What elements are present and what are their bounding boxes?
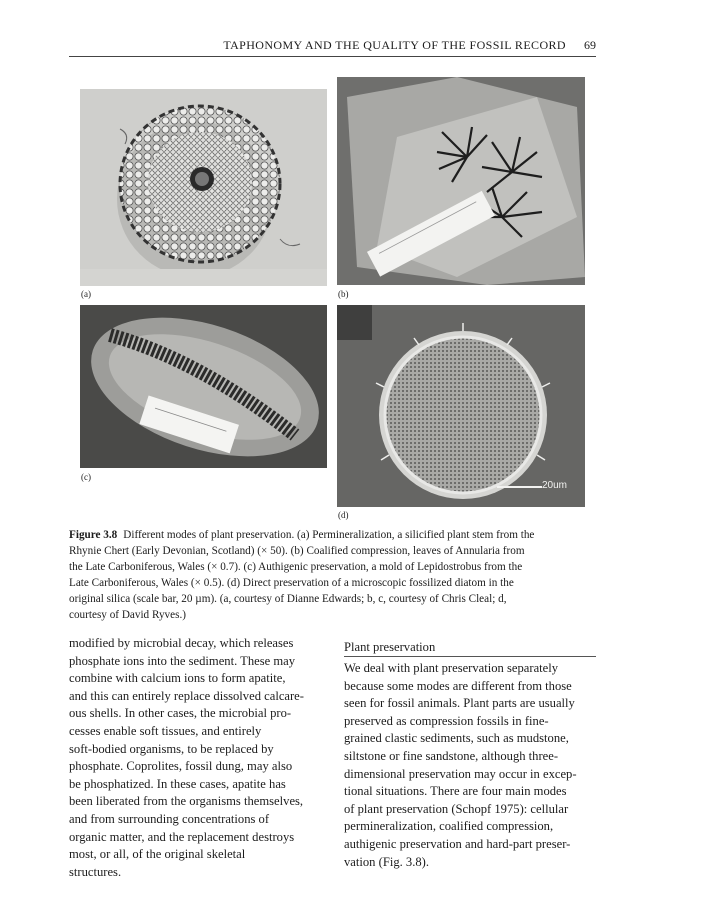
caption-line: Late Carboniferous, Wales (× 0.5). (d) Direct preservation of a microscopic fossilized diatom in the (69, 577, 514, 589)
lepidostrobus-mold-image (80, 305, 327, 468)
text-line: authigenic preservation and hard-part preser- (344, 836, 571, 851)
text-line: cesses enable soft tissues, and entirely (69, 723, 262, 738)
caption-line: original silica (scale bar, 20 µm). (a, courtesy of Dianne Edwards; b, c, courtesy of Chris Cleal; d, (69, 593, 507, 605)
annularia-leaves-image (337, 77, 585, 285)
text-line: ous shells. In other cases, the microbial pro- (69, 706, 292, 721)
panel-label-b: (b) (338, 289, 349, 299)
text-line: phosphate ions into the sediment. These may (69, 653, 296, 668)
figure-number: Figure 3.8 (69, 529, 118, 541)
caption-line: Rhynie Chert (Early Devonian, Scotland) (× 50). (b) Coalified compression, leaves of Annularia from (69, 545, 525, 557)
right-column-text (344, 660, 596, 871)
text-line: and from surrounding concentrations of (69, 811, 270, 826)
text-line: siltstone or fine sandstone, although three- (344, 748, 559, 763)
section-title: Plant preservation (344, 640, 596, 657)
panel-label-c: (c) (81, 472, 91, 482)
running-header (69, 38, 596, 57)
panel-label-a: (a) (81, 289, 91, 299)
text-line: organic matter, and the replacement destroys (69, 829, 295, 844)
figure-caption (69, 527, 596, 623)
figure-panel-a (80, 89, 327, 286)
caption-line: Different modes of plant preservation. (a) Permineralization, a silicified plant stem from the (123, 529, 535, 541)
text-line: tional situations. There are four main modes (344, 784, 567, 799)
figure-panel-d (337, 305, 585, 507)
text-line: preserved as compression fossils in fine- (344, 713, 549, 728)
text-line: structures. (69, 864, 122, 879)
text-line: vation (Fig. 3.8). (344, 854, 430, 869)
figure-panel-b (337, 77, 585, 285)
text-line: grained clastic sediments, such as mudstone, (344, 731, 569, 746)
text-line: combine with calcium ions to form apatite, (69, 671, 286, 686)
figure-panel-c (80, 305, 327, 468)
text-line: dimensional preservation may occur in excep- (344, 766, 577, 781)
text-line: be phosphatized. In these cases, apatite has (69, 776, 286, 791)
panel-label-d: (d) (338, 510, 349, 520)
text-line: been liberated from the organisms themselves, (69, 794, 304, 809)
text-line: most, or all, of the original skeletal (69, 847, 246, 862)
text-line: soft-bodied organisms, to be replaced by (69, 741, 274, 756)
stem-cross-section-image (80, 89, 327, 286)
left-column-text (69, 635, 322, 881)
scale-bar-label: 20um (542, 480, 568, 491)
text-line: permineralization, coalified compression, (344, 819, 554, 834)
text-line: because some modes are different from those (344, 678, 572, 693)
text-line: modified by microbial decay, which releases (69, 636, 294, 650)
diatom-image (337, 305, 585, 507)
caption-line: courtesy of David Ryves.) (69, 609, 186, 621)
text-line: phosphate. Coprolites, fossil dung, may also (69, 759, 293, 774)
text-line: We deal with plant preservation separately (344, 661, 559, 675)
running-title: TAPHONOMY AND THE QUALITY OF THE FOSSIL RECORD (223, 38, 566, 52)
text-line: and this can entirely replace dissolved calcare- (69, 688, 304, 703)
page-number: 69 (584, 38, 596, 52)
text-line: seen for fossil animals. Plant parts are usually (344, 696, 575, 711)
text-line: of plant preservation (Schopf 1975): cellular (344, 801, 569, 816)
caption-line: the Late Carboniferous, Wales (× 0.7). (c) Authigenic preservation, a mold of Lepidostrobus from the (69, 561, 523, 573)
